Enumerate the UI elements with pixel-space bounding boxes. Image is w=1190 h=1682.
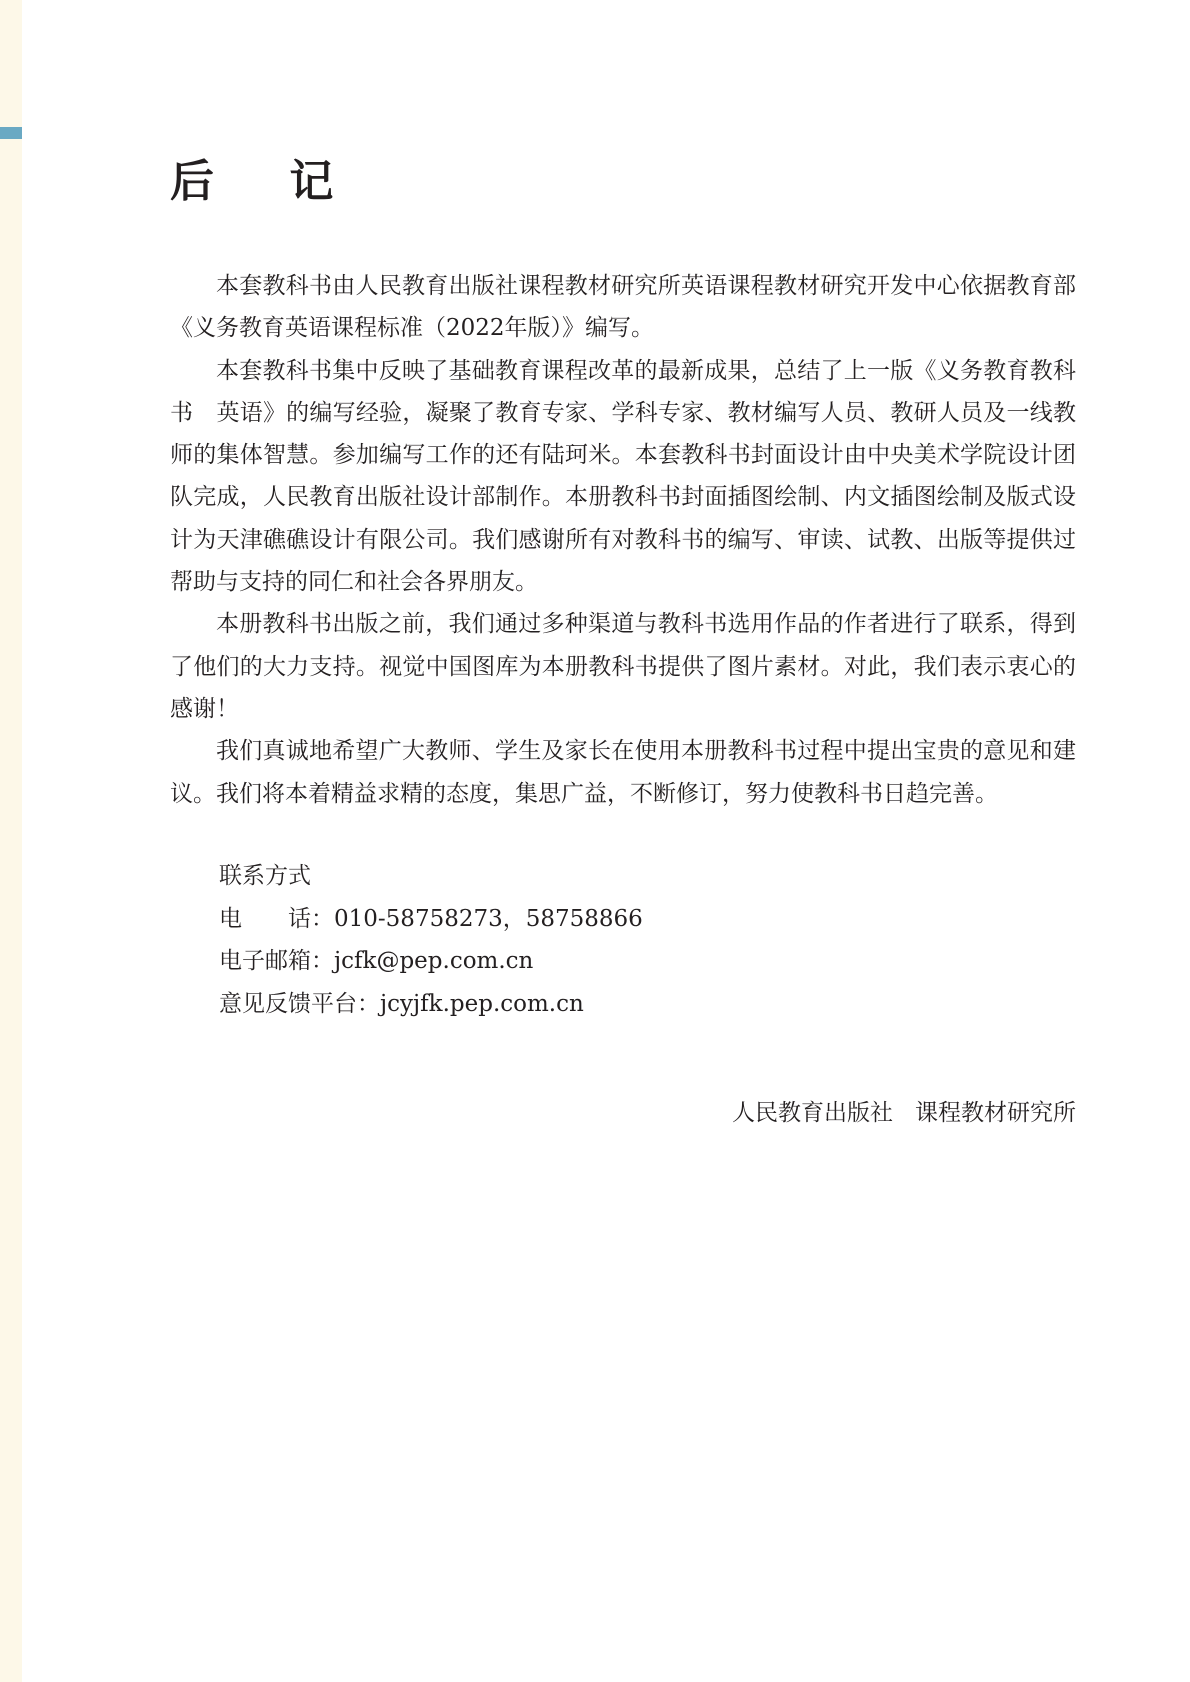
page-title: 后 记 (170, 156, 364, 207)
paragraph-2: 本套教科书集中反映了基础教育课程改革的最新成果，总结了上一版《义务教育教科书 英语》的编写经验，凝聚了教育专家、学科专家、教材编写人员、教研人员及一线教师的集体智慧。参加编写工作的还有陆珂米。本套教科书封面设计由中央美术学院设计团队完成，人民教育出版社设计部制作。本册教科书封面插图绘制、内文插图绘制及版式设计为天津礁礁设计有限公司。我们感谢所有对教科书的编写、审读、试教、出版等提供过帮助与支持的同仁和社会各界朋友。 (170, 357, 1076, 596)
contact-info (219, 855, 643, 1025)
contact-email: 电子邮箱：jcfk@pep.com.cn (219, 948, 534, 974)
afterword-body (170, 265, 1076, 815)
page-edge-tab-marker (0, 127, 22, 139)
signature-publisher: 人民教育出版社 (732, 1100, 893, 1126)
contact-heading: 联系方式 (219, 863, 311, 889)
signature-institute: 课程教材研究所 (915, 1100, 1076, 1126)
paragraph-1: 本套教科书由人民教育出版社课程教材研究所英语课程教材研究开发中心依据教育部《义务教育英语课程标准（2022年版）》编写。 (170, 273, 1076, 342)
paragraph-3: 本册教科书出版之前，我们通过多种渠道与教科书选用作品的作者进行了联系，得到了他们的大力支持。视觉中国图库为本册教科书提供了图片素材。对此，我们表示衷心的感谢！ (170, 611, 1076, 722)
contact-phone: 电 话：010-58758273，58758866 (219, 905, 643, 932)
signature (732, 1093, 1076, 1133)
page-edge-strip (0, 0, 22, 1682)
paragraph-4: 我们真诚地希望广大教师、学生及家长在使用本册教科书过程中提出宝贵的意见和建议。我们将本着精益求精的态度，集思广益，不断修订，努力使教科书日趋完善。 (170, 738, 1076, 807)
contact-feedback-platform: 意见反馈平台：jcyjfk.pep.com.cn (219, 990, 584, 1017)
